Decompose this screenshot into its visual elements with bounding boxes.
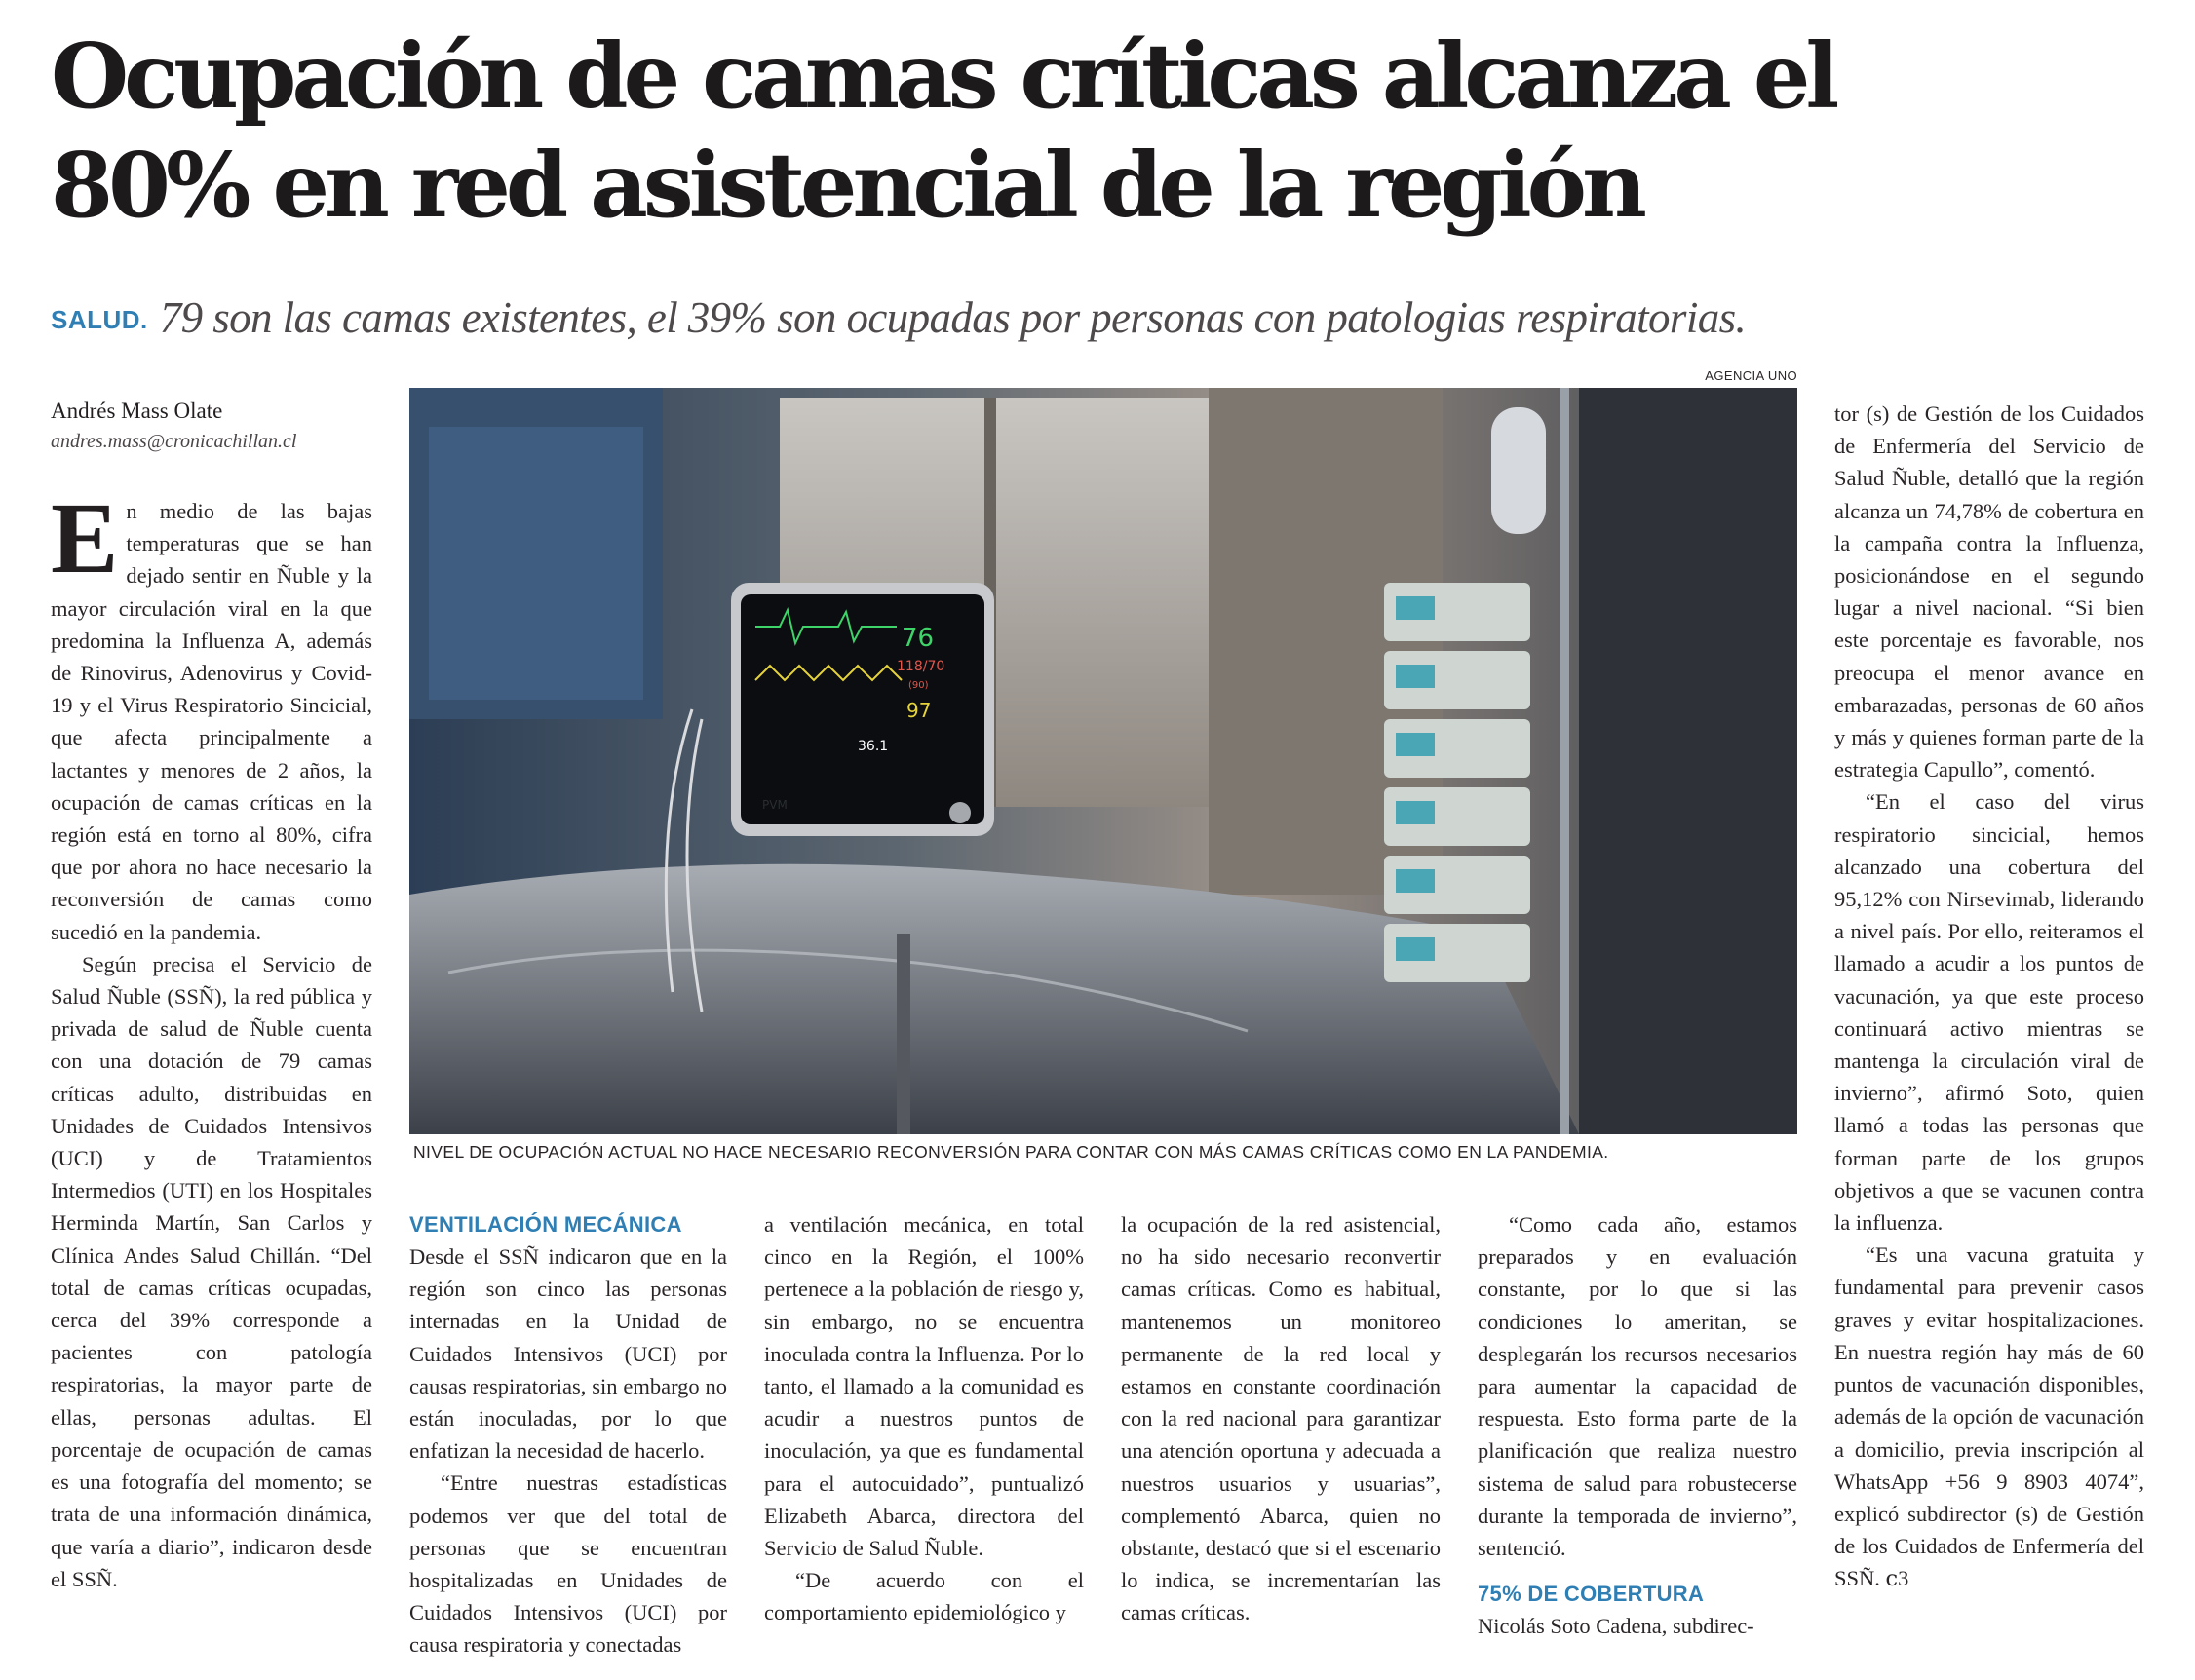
- photo-credit: AGENCIA UNO: [1705, 368, 1797, 383]
- photo-caption: NIVEL DE OCUPACIÓN ACTUAL NO HACE NECESARIO RECONVERSIÓN PARA CONTAR CON MÁS CAMAS CRÍTICAS COMO EN LA PANDEMIA.: [413, 1142, 1609, 1162]
- article-column-5: [1478, 1208, 1797, 1642]
- article-paragraph: Nicolás Soto Cadena, subdirec-: [1478, 1614, 1754, 1639]
- monitor-map: (90): [908, 680, 929, 691]
- article-paragraph: “Como cada año, estamos preparados y en evaluación constante, por lo que si las condiciones lo ameritan, se desplegarán los recursos necesarios para aumentar la capacidad de respuesta. Esto forma parte de la planificación que realiza nuestro sistema de salud para robustecerse durante la temporada de invierno”, sentenció.: [1478, 1212, 1797, 1561]
- article-paragraph: “Entre nuestras estadísticas podemos ver que del total de personas que se encuentran hospitalizadas en Unidades de Cuidados Intensivos (UCI) por causa respiratoria y conectadas: [409, 1470, 727, 1658]
- headline-line-1: Ocupación de camas críticas alcanza el: [51, 23, 1835, 129]
- article-column-3: [764, 1208, 1084, 1629]
- byline: [51, 396, 372, 456]
- headline-line-2: 80% en red asistencial de la región: [51, 133, 1642, 238]
- monitor-temperature: 36.1: [858, 739, 889, 754]
- article-paragraph: [51, 482, 372, 948]
- drop-cap: E: [51, 482, 119, 594]
- subhead-ventilacion: VENTILACIÓN MECÁNICA: [409, 1212, 682, 1237]
- article-photo: [409, 388, 1797, 1134]
- article-paragraph: la ocupación de la red asistencial, no ha sido necesario reconvertir camas críticas. Como es habitual, mantenemos un monitoreo permanente de la red local y estamos en constante coordinación con la red nacional para garantizar una atención oportuna y adecuada a nuestros usuarios y usuarias”, complementó Abarca, quien no obstante, destacó que si el escenario lo indica, se incrementarían las camas críticas.: [1121, 1212, 1441, 1625]
- article-paragraph: Según precisa el Servicio de Salud Ñuble (SSÑ), la red pública y privada de salud de Ñuble cuenta con una dotación de 79 camas críticas adulto, distribuidas en Unidades de Cuidados Intensivos (UCI) y de Tratamientos Intermedios (UTI) en los Hospitales Herminda Martín, San Carlos y Clínica Andes Salud Chillán. “Del total de camas críticas ocupadas, cerca del 39% corresponde a pacientes con patología respiratorias, la mayor parte de ellas, personas adultas. El porcentaje de ocupación de camas es una fotografía del momento; se trata de una información dinámica, que varía a diario”, indicaron desde el SSÑ.: [51, 951, 372, 1591]
- headline: [51, 21, 2156, 240]
- monitor-brand: PVM: [762, 798, 788, 812]
- article-paragraph: “En el caso del virus respiratorio sincicial, hemos alcanzado una cobertura del 95,12% con Nirsevimab, liderando a nivel país. Por ello, reiteramos el llamado a acudir a los puntos de vacunación, ya que este proceso continuará activo mientras se mantenga la circulación viral de invierno”, afirmó Soto, quien llamó a todas las personas que forman parte de los grupos objetivos a que se vacunen contra la influenza.: [1834, 789, 2144, 1236]
- article-paragraph: “De acuerdo con el comportamiento epidemiológico y: [764, 1568, 1084, 1625]
- paragraph-text: n medio de las bajas temperaturas que se han dejado sentir en Ñuble y la mayor circulación viral en la que predomina la Influenza A, además de Rinovirus, Adenovirus y Covid-19 y el Virus Respiratorio Sincicial, que afecta principalmente a lactantes y menores de 2 años, la ocupación de camas críticas en la región está en torno al 80%, cifra que por ahora no hace necesario la reconversión de camas como sucedió en la pandemia.: [51, 499, 372, 944]
- article-paragraph: Desde el SSÑ indicaron que en la región son cinco las personas internadas en la Unidad de Cuidados Intensivos (UCI) por causas respiratorias, sin embargo no están inoculadas, por lo que enfatizan la necesidad de hacerlo.: [409, 1244, 727, 1464]
- author-name: Andrés Mass Olate: [51, 399, 223, 423]
- article-column-2: [409, 1208, 727, 1661]
- author-email[interactable]: andres.mass@cronicachillan.cl: [51, 431, 297, 452]
- article-column-1: [51, 482, 372, 1595]
- article-paragraph: “Es una vacuna gratuita y fundamental para prevenir casos graves y evitar hospitalizaciones. En nuestra región hay más de 60 puntos de vacunación disponibles, además de la opción de vacunación a domicilio, previa inscripción al WhatsApp +56 9 8903 4074”, explicó subdirector (s) de Gestión de los Cuidados de Enfermería del SSÑ. ⅽ3: [1834, 1242, 2144, 1591]
- monitor-blood-pressure: 118/70: [897, 659, 945, 674]
- subhead-cobertura: 75% DE COBERTURA: [1478, 1582, 1705, 1607]
- icu-scene: [409, 388, 1797, 1134]
- section-label: SALUD.: [51, 305, 148, 334]
- monitor-spo2: 97: [906, 699, 932, 722]
- article-column-4: [1121, 1208, 1441, 1629]
- article-column-6: [1834, 398, 2144, 1595]
- deck-summary: 79 son las camas existentes, el 39% son ocupadas por personas con patologias respiratorias.: [159, 293, 1747, 342]
- article-paragraph: a ventilación mecánica, en total cinco en la Región, el 100% pertenece a la población de riesgo y, sin embargo, no se encuentra inoculada contra la Influenza. Por lo tanto, el llamado a la comunidad es acudir a nuestros puntos de inoculación, ya que es fundamental para el autocuidado”, puntualizó Elizabeth Abarca, directora del Servicio de Salud Ñuble.: [764, 1212, 1084, 1561]
- article-paragraph: tor (s) de Gestión de los Cuidados de Enfermería del Servicio de Salud Ñuble, detalló que la región alcanza un 74,78% de cobertura en la campaña contra la Influenza, posicionándose en el segundo lugar a nivel nacional. “Si bien este porcentaje es favorable, nos preocupa el menor avance en embarazadas, personas de 60 años y más y quienes forman parte de la estrategia Capullo”, comentó.: [1834, 401, 2144, 783]
- monitor-heart-rate: 76: [902, 624, 935, 653]
- deck: [51, 288, 2146, 349]
